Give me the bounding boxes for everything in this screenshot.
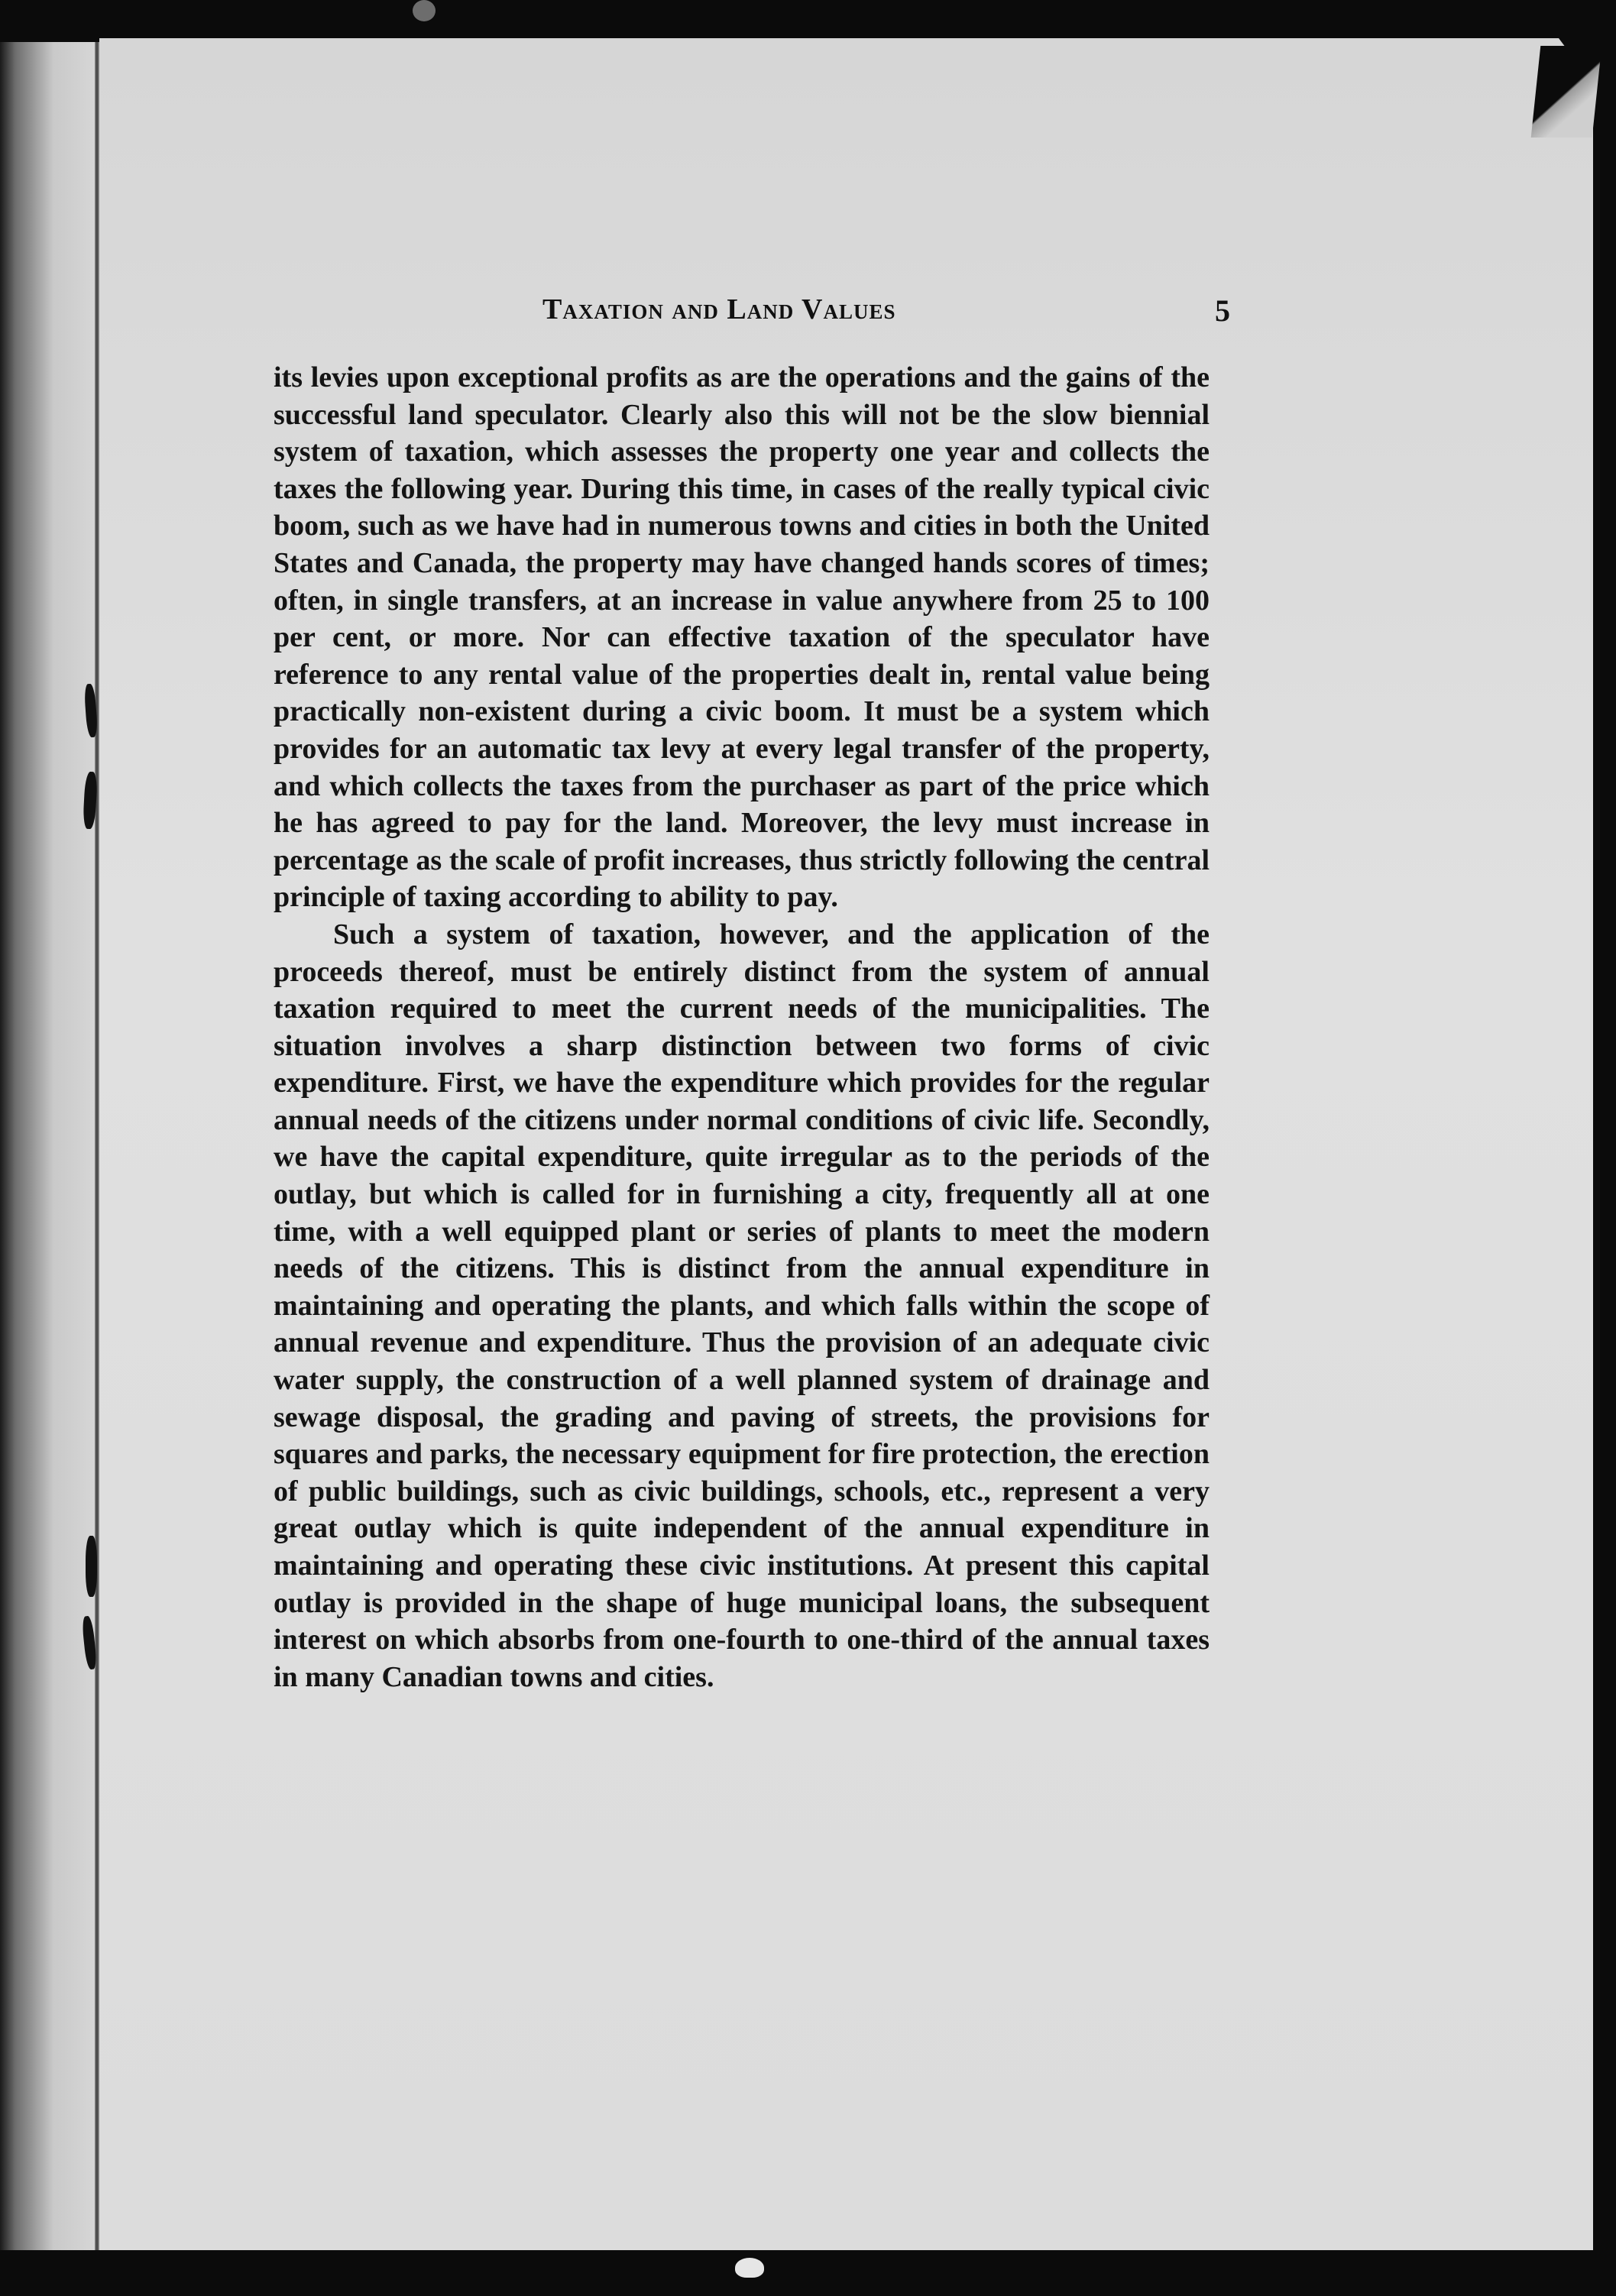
paragraph: Such a system of taxation, however, and the application of the proceeds thereof, must be entirely distinct from the system of annual taxation required to meet the current needs of the municipalities. The situation involves a sharp distinction between two forms of civic expenditure. First, we have the expenditure which provides for the regular annual needs of the citizens under normal conditions of civic life. Secondly, we have the capital expenditure, quite irregular as to the periods of the outlay, but which is called for in furnishing a city, frequently all at one time, with a well equipped plant or series of plants to meet the modern needs of the citizens. This is distinct from the annual expenditure in maintaining and operating the plants, and which falls within the scope of annual revenue and expenditure. Thus the provision of an adequate civic water supply, the construction of a well planned system of drainage and sewage disposal, the grading and paving of streets, the provisions for squares and parks, the necessary equipment for fire protection, the erection of public buildings, such as civic buildings, schools, etc., represent a very great outlay which is quite independent of the annual expenditure in maintaining and operating these civic institutions. At present this capital outlay is provided in the shape of huge municipal loans, the subsequent interest on which absorbs from one-fourth to one-third of the annual taxes in many Canadian towns and cities. (274, 918, 1210, 1693)
running-title: Taxation and Land Values (542, 293, 896, 325)
paragraph: its levies upon exceptional profits as are the operations and the gains of the successful land speculator. Clearly also this will not be the slow biennial system of taxation, which assesses the property one year and collects the taxes the following year. During this time, in cases of the really typical civic boom, such as we have had in numerous towns and cities in both the United States and Canada, the property may have changed hands scores of times; often, in single transfers, at an increase in value anywhere from 25 to 100 per cent, or more. Nor can effective taxation of the speculator have reference to any rental value of the properties dealt in, rental value being practically non-existent during a civic boom. It must be a system which provides for an automatic tax levy at every legal transfer of the property, and which collects the taxes from the purchaser as part of the price which he has agreed to pay for the land. Moreover, the levy must increase in percentage as the scale of profit increases, thus strictly following the central principle of taxing according to ability to pay. (274, 361, 1210, 914)
book-gutter (95, 42, 99, 2250)
page-number: 5 (1215, 293, 1230, 328)
body-text (274, 359, 1210, 1695)
scan-artifact (413, 0, 436, 21)
running-header (275, 293, 1230, 338)
margin-mark (86, 1536, 97, 1597)
scan-artifact (735, 2258, 764, 2278)
page-corner (1531, 46, 1602, 138)
facing-page-edge (0, 42, 98, 2250)
